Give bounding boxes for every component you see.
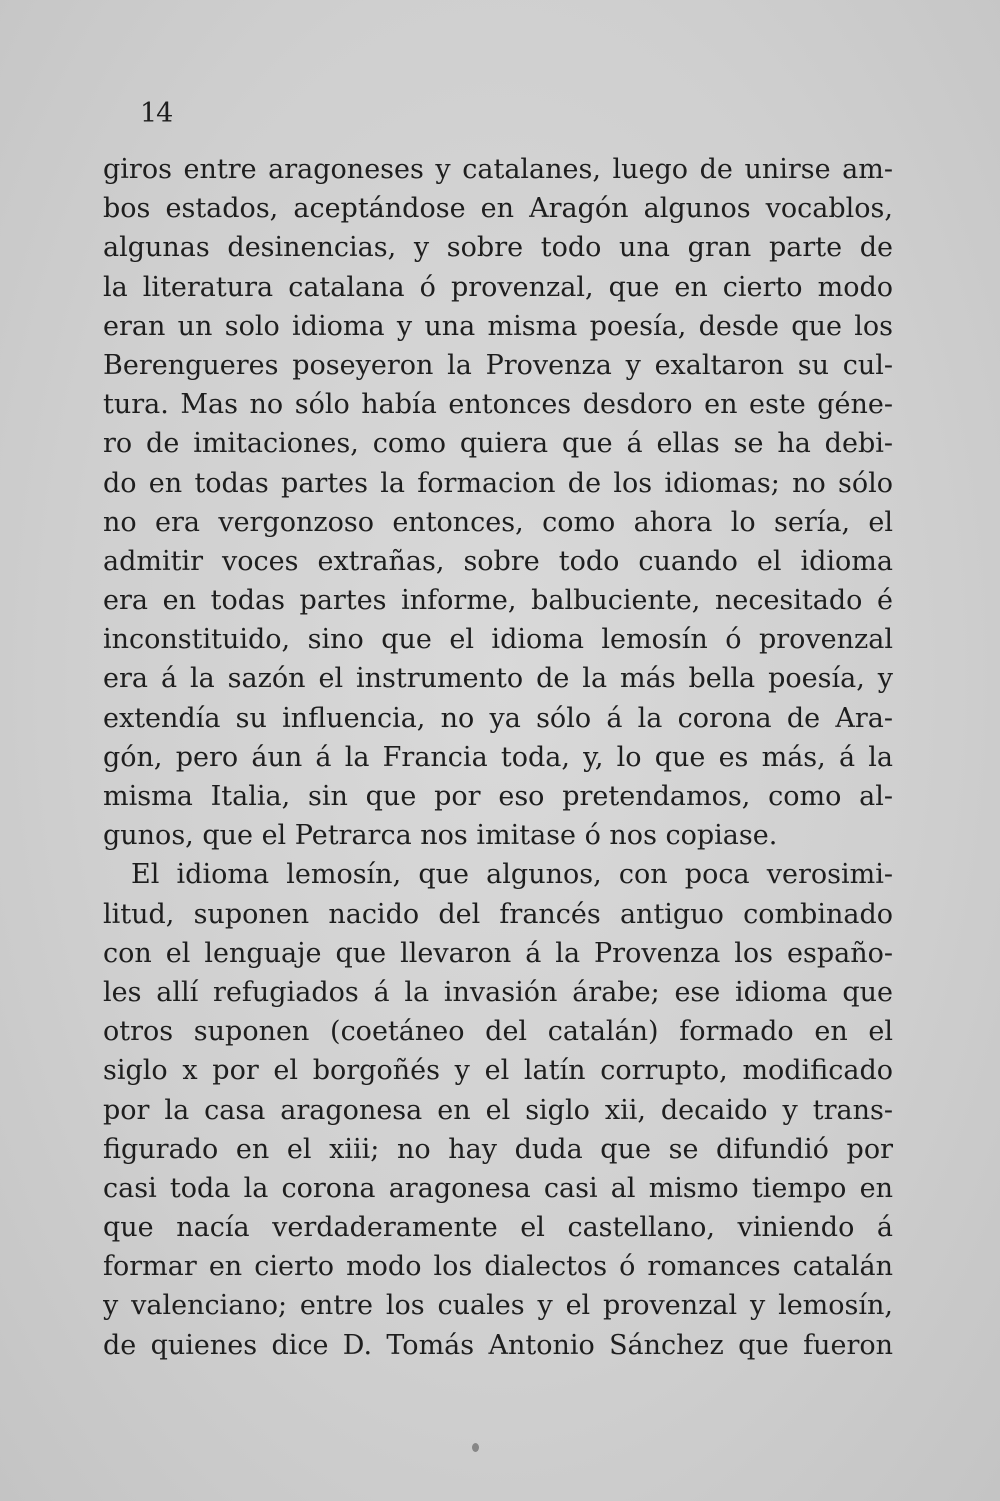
text-line: otros suponen (coetáneo del catalán) formado en el	[103, 1016, 893, 1048]
text-line: ro de imitaciones, como quiera que á ellas se ha debi-	[103, 428, 893, 460]
text-line: de quienes dice D. Tomás Antonio Sánchez que fueron	[103, 1329, 893, 1361]
text-line: litud, suponen nacido del francés antiguo combinado	[103, 898, 893, 930]
body-text	[103, 150, 893, 1365]
text-line: siglo x por el borgoñés y el latín corrupto, modificado	[103, 1055, 893, 1087]
text-line: era á la sazón el instrumento de la más bella poesía, y	[103, 663, 893, 695]
text-line: con el lenguaje que llevaron á la Provenza los españo-	[103, 937, 893, 969]
ink-smudge	[472, 1443, 479, 1452]
text-line: que nacía verdaderamente el castellano, viniendo á	[103, 1212, 893, 1244]
text-line: do en todas partes la formacion de los idiomas; no sólo	[103, 467, 893, 499]
text-line: admitir voces extrañas, sobre todo cuando el idioma	[103, 545, 893, 577]
text-line: era en todas partes informe, balbuciente, necesitado é	[103, 585, 893, 617]
text-line: algunas desinencias, y sobre todo una gran parte de	[103, 232, 893, 264]
paragraph-end-line: gunos, que el Petrarca nos imitase ó nos copiase.	[103, 820, 778, 852]
paragraph-start-line: El idioma lemosín, que algunos, con poca verosimi-	[131, 859, 893, 891]
text-line: tura. Mas no sólo había entonces desdoro en este géne-	[103, 389, 893, 421]
text-line: giros entre aragoneses y catalanes, luego de unirse am-	[103, 154, 893, 185]
text-line: misma Italia, sin que por eso pretendamos, como al-	[103, 781, 893, 812]
text-line: formar en cierto modo los dialectos ó romances catalán	[103, 1251, 893, 1283]
text-line: les allí refugiados á la invasión árabe; ese idioma que	[103, 976, 893, 1008]
text-line: extendía su influencia, no ya sólo á la corona de Ara-	[103, 702, 893, 734]
text-line: bos estados, aceptándose en Aragón algunos vocablos,	[103, 193, 893, 225]
text-line: y valenciano; entre los cuales y el provenzal y lemosín,	[103, 1290, 893, 1322]
page-number: 14	[140, 98, 173, 129]
text-line: la literatura catalana ó provenzal, que en cierto modo	[103, 271, 893, 303]
text-line: casi toda la corona aragonesa casi al mismo tiempo en	[103, 1172, 893, 1204]
text-line: por la casa aragonesa en el siglo xii, decaido y trans-	[103, 1094, 893, 1126]
text-line: eran un solo idioma y una misma poesía, desde que los	[103, 310, 893, 342]
text-line: no era vergonzoso entonces, como ahora lo sería, el	[103, 506, 893, 538]
text-line: inconstituido, sino que el idioma lemosín ó provenzal	[103, 624, 893, 656]
text-line: Berengueres poseyeron la Provenza y exaltaron su cul-	[103, 349, 893, 381]
text-line: gón, pero áun á la Francia toda, y, lo que es más, á la	[103, 741, 893, 773]
text-line: figurado en el xiii; no hay duda que se difundió por	[103, 1133, 893, 1165]
